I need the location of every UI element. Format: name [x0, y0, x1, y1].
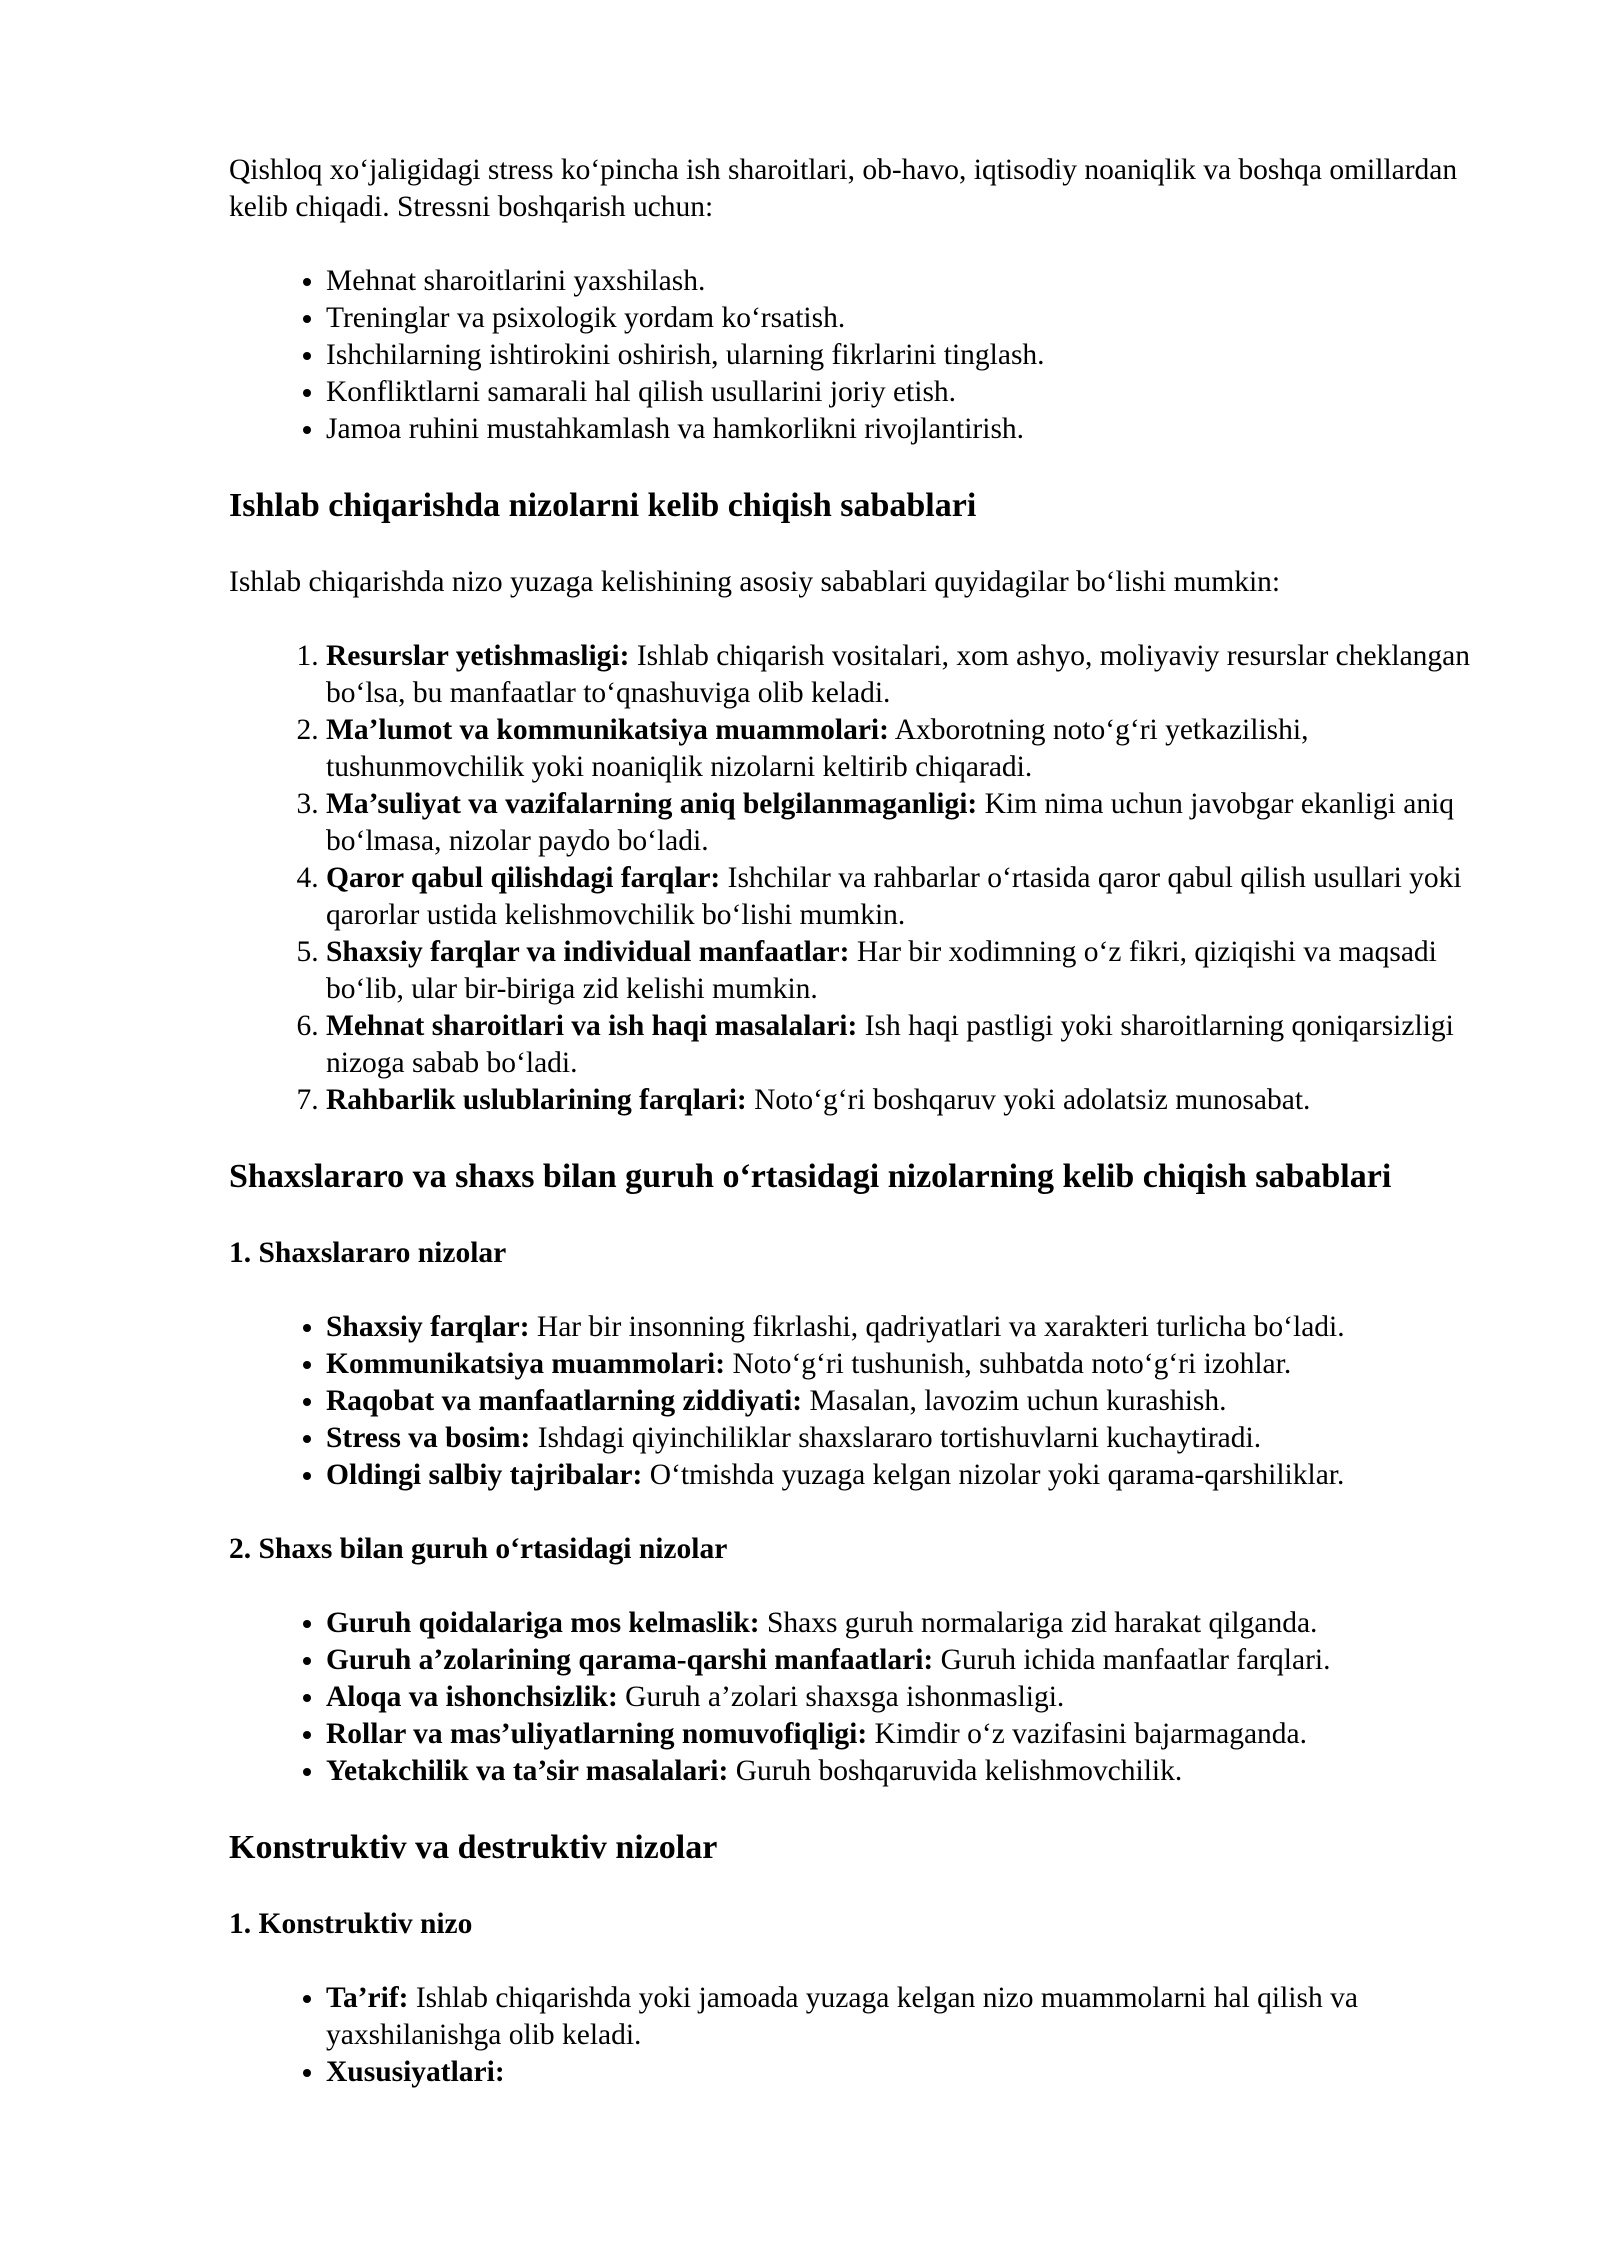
list-item: [326, 1753, 1474, 1790]
list-item: [326, 1716, 1474, 1753]
section-heading-causes: Ishlab chiqarishda nizolarni kelib chiqish sabablari: [229, 487, 977, 524]
list-item: • Ishchilarning ishtirokini oshirish, ularning fikrlarini tinglash.: [326, 337, 1474, 374]
list-item-text: Shaxs guruh normalariga zid harakat qilganda.: [759, 1607, 1318, 1639]
list-item-term: Guruh qoidalariga mos kelmaslik:: [326, 1607, 760, 1639]
list-item: [326, 1008, 1474, 1082]
list-item-text: Noto‘g‘ri boshqaruv yoki adolatsiz munosabat.: [746, 1084, 1311, 1116]
list-item-term: Oldingi salbiy tajribalar:: [326, 1459, 643, 1491]
list-item-text: Kimdir o‘z vazifasini bajarmaganda.: [867, 1718, 1308, 1750]
list-item-text: Ishchilar va rahbarlar o‘rtasida qaror qabul qilish usullari yoki qarorlar ustida kelishmovchilik bo‘lishi mumkin.: [326, 862, 1462, 931]
section-heading-constructive-destructive: Konstruktiv va destruktiv nizolar: [229, 1829, 718, 1866]
list-item-term: Rollar va mas’uliyatlarning nomuvofiqligi:: [326, 1718, 868, 1750]
list-item-term: Qaror qabul qilishdagi farqlar:: [326, 862, 721, 894]
list-item-term: Mehnat sharoitlari va ish haqi masalalari:: [326, 1010, 858, 1042]
list-item-term: Ma’lumot va kommunikatsiya muammolari:: [326, 714, 889, 746]
list-item: [326, 1679, 1474, 1716]
list-item: [326, 2054, 1474, 2091]
constructive-list: [229, 1980, 1474, 2091]
list-item-text: Masalan, lavozim uchun kurashish.: [802, 1385, 1227, 1417]
interpersonal-list: [229, 1309, 1474, 1494]
list-item: [326, 638, 1474, 712]
list-item: • Jamoa ruhini mustahkamlash va hamkorlikni rivojlantirish.: [326, 411, 1474, 448]
list-item: [326, 1605, 1474, 1642]
list-item-term: Aloqa va ishonchsizlik:: [326, 1681, 618, 1713]
list-item-term: Ta’rif:: [326, 1982, 409, 2014]
list-item: [326, 1383, 1474, 1420]
subsection-heading-constructive: 1. Konstruktiv nizo: [229, 1908, 473, 1940]
list-item-text: Noto‘g‘ri tushunish, suhbatda noto‘g‘ri izohlar.: [725, 1348, 1292, 1380]
stress-management-list: [229, 263, 1474, 448]
causes-paragraph: Ishlab chiqarishda nizo yuzaga kelishining asosiy sabablari quyidagilar bo‘lishi mumkin:: [229, 566, 1281, 598]
list-item: [326, 1980, 1474, 2054]
list-item-term: Xususiyatlari:: [326, 2056, 505, 2088]
list-item-text: Guruh a’zolari shaxsga ishonmasligi.: [617, 1681, 1065, 1713]
list-item-term: Resurslar yetishmasligi:: [326, 640, 630, 672]
list-item: • Mehnat sharoitlarini yaxshilash.: [326, 263, 1474, 300]
list-item: • Konfliktlarni samarali hal qilish usullarini joriy etish.: [326, 374, 1474, 411]
subsection-heading-individual-group: 2. Shaxs bilan guruh o‘rtasidagi nizolar: [229, 1533, 728, 1565]
causes-list: [229, 638, 1474, 1119]
list-item-term: Raqobat va manfaatlarning ziddiyati:: [326, 1385, 803, 1417]
section-heading-interpersonal: Shaxslararo va shaxs bilan guruh o‘rtasidagi nizolarning kelib chiqish sabablari: [229, 1158, 1392, 1195]
list-item-text: Ishdagi qiyinchiliklar shaxslararo tortishuvlarni kuchaytiradi.: [530, 1422, 1262, 1454]
list-item: [326, 1420, 1474, 1457]
list-item-term: Shaxsiy farqlar:: [326, 1311, 530, 1343]
document-page: [229, 152, 1474, 2091]
list-item: [326, 1642, 1474, 1679]
list-item-text: Ish haqi pastligi yoki sharoitlarning qoniqarsizligi nizoga sabab bo‘ladi.: [326, 1010, 1454, 1079]
list-item: [326, 860, 1474, 934]
list-item-text: Kim nima uchun javobgar ekanligi aniq bo‘lmasa, nizolar paydo bo‘ladi.: [326, 788, 1455, 857]
list-item-term: Stress va bosim:: [326, 1422, 531, 1454]
subsection-heading-interpersonal: 1. Shaxslararo nizolar: [229, 1237, 507, 1269]
list-item: [326, 1082, 1474, 1119]
individual-group-list: [229, 1605, 1474, 1790]
list-item-term: Ma’suliyat va vazifalarning aniq belgilanmaganligi:: [326, 788, 978, 820]
list-item: [326, 934, 1474, 1008]
list-item: [326, 1346, 1474, 1383]
list-item-term: Rahbarlik uslublarining farqlari:: [326, 1084, 747, 1116]
list-item-text: Har bir insonning fikrlashi, qadriyatlari va xarakteri turlicha bo‘ladi.: [529, 1311, 1345, 1343]
list-item-text: Har bir xodimning o‘z fikri, qiziqishi va maqsadi bo‘lib, ular bir-biriga zid kelishi mumkin.: [326, 936, 1437, 1005]
list-item: [326, 1457, 1474, 1494]
list-item-term: Kommunikatsiya muammolari:: [326, 1348, 726, 1380]
list-item-term: Shaxsiy farqlar va individual manfaatlar:: [326, 936, 850, 968]
list-item-text: Guruh ichida manfaatlar farqlari.: [933, 1644, 1331, 1676]
list-item-text: Axborotning noto‘g‘ri yetkazilishi, tushunmovchilik yoki noaniqlik nizolarni keltirib chiqaradi.: [326, 714, 1309, 783]
list-item: • Treninglar va psixologik yordam ko‘rsatish.: [326, 300, 1474, 337]
list-item-text: O‘tmishda yuzaga kelgan nizolar yoki qarama-qarshiliklar.: [642, 1459, 1345, 1491]
intro-paragraph: Qishloq xo‘jaligidagi stress ko‘pincha ish sharoitlari, ob-havo, iqtisodiy noaniqlik va boshqa omillardan kelib chiqadi. Stressni boshqarish uchun:: [229, 154, 1458, 223]
list-item: [326, 712, 1474, 786]
list-item-text: Ishlab chiqarishda yoki jamoada yuzaga kelgan nizo muammolarni hal qilish va yaxshilanishga olib keladi.: [326, 1982, 1358, 2051]
list-item-text: Ishlab chiqarish vositalari, xom ashyo, moliyaviy resurslar cheklangan bo‘lsa, bu manfaatlar to‘qnashuviga olib keladi.: [326, 640, 1471, 709]
list-item: [326, 786, 1474, 860]
list-item-term: Yetakchilik va ta’sir masalalari:: [326, 1755, 729, 1787]
list-item-text: Guruh boshqaruvida kelishmovchilik.: [728, 1755, 1183, 1787]
list-item-term: Guruh a’zolarining qarama-qarshi manfaatlari:: [326, 1644, 934, 1676]
list-item: [326, 1309, 1474, 1346]
